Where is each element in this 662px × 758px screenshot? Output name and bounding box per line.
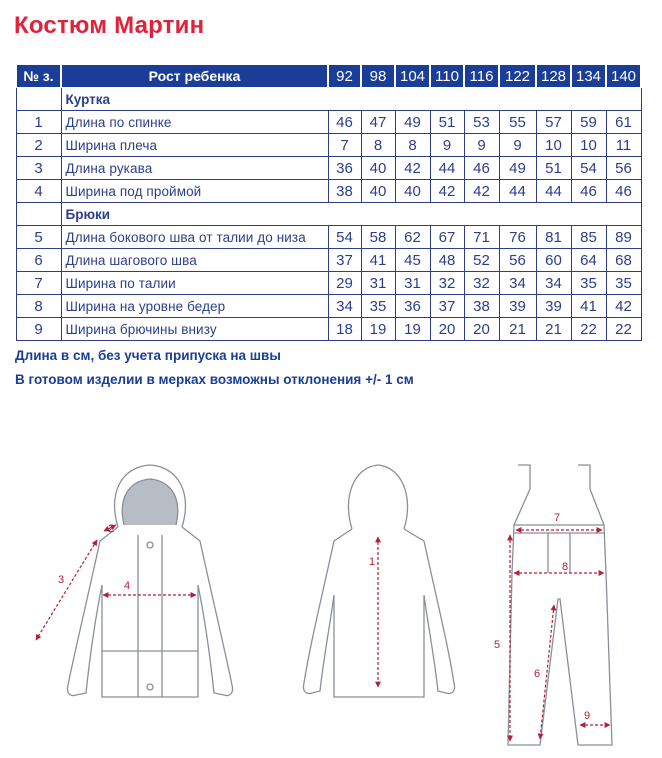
measurement-value: 46 — [328, 111, 361, 134]
measurement-value: 42 — [395, 157, 430, 180]
measurement-value: 40 — [395, 180, 430, 203]
size-header: 122 — [499, 65, 536, 88]
measurement-value: 53 — [464, 111, 499, 134]
size-header: 116 — [464, 65, 499, 88]
measurement-value: 35 — [571, 272, 606, 295]
measurement-value: 35 — [606, 272, 641, 295]
measurement-value: 89 — [606, 226, 641, 249]
measurement-value: 39 — [499, 295, 536, 318]
measurement-value: 19 — [395, 318, 430, 341]
measurement-value: 48 — [430, 249, 464, 272]
row-number: 6 — [16, 249, 61, 272]
measurement-value: 8 — [395, 134, 430, 157]
measurement-value: 19 — [361, 318, 395, 341]
row-number: 9 — [16, 318, 61, 341]
measurement-value: 76 — [499, 226, 536, 249]
measurement-value: 34 — [328, 295, 361, 318]
size-header: 98 — [361, 65, 395, 88]
measurement-value: 20 — [464, 318, 499, 341]
measurement-value: 46 — [606, 180, 641, 203]
measurement-name: Длина рукава — [61, 157, 328, 180]
measurement-value: 21 — [536, 318, 571, 341]
table-row — [16, 111, 641, 134]
jacket-front-drawing — [67, 465, 232, 697]
measurement-value: 47 — [361, 111, 395, 134]
measurement-value: 49 — [499, 157, 536, 180]
measurement-value: 42 — [606, 295, 641, 318]
dim-label-6: 6 — [534, 668, 541, 680]
measurement-value: 85 — [571, 226, 606, 249]
measurement-value: 44 — [430, 157, 464, 180]
measurement-value: 20 — [430, 318, 464, 341]
measurement-value: 61 — [606, 111, 641, 134]
measurement-value: 40 — [361, 180, 395, 203]
measurement-value: 68 — [606, 249, 641, 272]
size-header: 110 — [430, 65, 464, 88]
measurement-value: 38 — [464, 295, 499, 318]
section-num-cell — [16, 88, 61, 111]
table-row — [16, 157, 641, 180]
row-number: 1 — [16, 111, 61, 134]
measurement-value: 56 — [606, 157, 641, 180]
measurement-value: 40 — [361, 157, 395, 180]
measurement-value: 41 — [571, 295, 606, 318]
measurement-value: 8 — [361, 134, 395, 157]
measurement-value: 46 — [464, 157, 499, 180]
measurement-value: 58 — [361, 226, 395, 249]
measurement-value: 46 — [571, 180, 606, 203]
measurement-value: 36 — [395, 295, 430, 318]
measurement-value: 9 — [464, 134, 499, 157]
measurement-value: 42 — [430, 180, 464, 203]
measurement-value: 42 — [464, 180, 499, 203]
measurement-value: 22 — [571, 318, 606, 341]
column-header-height: Рост ребенка — [61, 65, 328, 88]
dim-label-8: 8 — [562, 561, 569, 573]
page-title: Костюм Мартин — [14, 12, 205, 39]
section-row — [16, 203, 641, 226]
measurement-value: 45 — [395, 249, 430, 272]
measurement-value: 11 — [606, 134, 641, 157]
measurement-value: 49 — [395, 111, 430, 134]
trousers-drawing — [508, 465, 612, 745]
measurement-value: 55 — [499, 111, 536, 134]
measurement-value: 32 — [464, 272, 499, 295]
measurement-value: 67 — [430, 226, 464, 249]
size-header: 104 — [395, 65, 430, 88]
measurement-value: 60 — [536, 249, 571, 272]
section-num-cell — [16, 203, 61, 226]
note-tolerance: В готовом изделии в мерках возможны отклонения +/- 1 см — [15, 372, 414, 387]
measurement-value: 31 — [361, 272, 395, 295]
measurement-value: 7 — [328, 134, 361, 157]
size-header: 140 — [606, 65, 641, 88]
measurement-value: 31 — [395, 272, 430, 295]
measurement-value: 18 — [328, 318, 361, 341]
measurement-value: 62 — [395, 226, 430, 249]
table-row — [16, 249, 641, 272]
note-units: Длина в см, без учета припуска на швы — [15, 348, 281, 363]
measurement-value: 54 — [328, 226, 361, 249]
measurement-value: 41 — [361, 249, 395, 272]
section-title: Брюки — [61, 203, 641, 226]
measurement-value: 37 — [328, 249, 361, 272]
table-row — [16, 318, 641, 341]
measurement-value: 54 — [571, 157, 606, 180]
measurement-value: 22 — [606, 318, 641, 341]
table-row — [16, 134, 641, 157]
row-number: 5 — [16, 226, 61, 249]
size-header: 134 — [571, 65, 606, 88]
measurement-value: 10 — [536, 134, 571, 157]
measurement-value: 59 — [571, 111, 606, 134]
measurement-value: 52 — [464, 249, 499, 272]
dim-label-1: 1 — [369, 556, 376, 568]
size-header: 92 — [328, 65, 361, 88]
measurement-value: 38 — [328, 180, 361, 203]
row-number: 7 — [16, 272, 61, 295]
row-number: 3 — [16, 157, 61, 180]
measurement-value: 81 — [536, 226, 571, 249]
measurement-name: Длина по спинке — [61, 111, 328, 134]
measurement-name: Ширина по талии — [61, 272, 328, 295]
measurement-name: Длина бокового шва от талии до низа — [61, 226, 328, 249]
measurement-value: 44 — [499, 180, 536, 203]
table-body — [16, 88, 641, 341]
measurement-value: 56 — [499, 249, 536, 272]
table-header-row — [16, 65, 641, 88]
garment-illustrations — [0, 455, 662, 758]
measurement-value: 64 — [571, 249, 606, 272]
table-row — [16, 226, 641, 249]
section-title: Куртка — [61, 88, 641, 111]
measurement-value: 35 — [361, 295, 395, 318]
dim-label-2: 2 — [108, 523, 115, 535]
measurement-value: 51 — [536, 157, 571, 180]
measurement-name: Ширина плеча — [61, 134, 328, 157]
dim-label-4: 4 — [124, 580, 131, 592]
measurement-value: 29 — [328, 272, 361, 295]
size-header: 128 — [536, 65, 571, 88]
measurement-value: 9 — [430, 134, 464, 157]
row-number: 8 — [16, 295, 61, 318]
measurement-name: Длина шагового шва — [61, 249, 328, 272]
measurement-value: 37 — [430, 295, 464, 318]
dim-label-9: 9 — [584, 710, 591, 722]
dim-label-5: 5 — [494, 639, 501, 651]
table-row — [16, 180, 641, 203]
measurement-value: 39 — [536, 295, 571, 318]
measurement-value: 71 — [464, 226, 499, 249]
measurement-name: Ширина на уровне бедер — [61, 295, 328, 318]
dim-label-3: 3 — [58, 574, 65, 586]
measurement-value: 34 — [499, 272, 536, 295]
section-row — [16, 88, 641, 111]
measurement-name: Ширина брючины внизу — [61, 318, 328, 341]
jacket-back-drawing — [303, 465, 454, 697]
row-number: 4 — [16, 180, 61, 203]
table-row — [16, 272, 641, 295]
measurement-value: 9 — [499, 134, 536, 157]
measurement-value: 51 — [430, 111, 464, 134]
measurement-value: 10 — [571, 134, 606, 157]
measurement-name: Ширина под проймой — [61, 180, 328, 203]
measurement-value: 44 — [536, 180, 571, 203]
size-chart-table — [15, 64, 642, 341]
measurement-value: 34 — [536, 272, 571, 295]
measurement-value: 57 — [536, 111, 571, 134]
row-number: 2 — [16, 134, 61, 157]
measurement-value: 21 — [499, 318, 536, 341]
dim-label-7: 7 — [554, 512, 561, 524]
measurement-value: 32 — [430, 272, 464, 295]
measurement-value: 36 — [328, 157, 361, 180]
table-row — [16, 295, 641, 318]
column-header-num: № з. — [16, 65, 61, 88]
